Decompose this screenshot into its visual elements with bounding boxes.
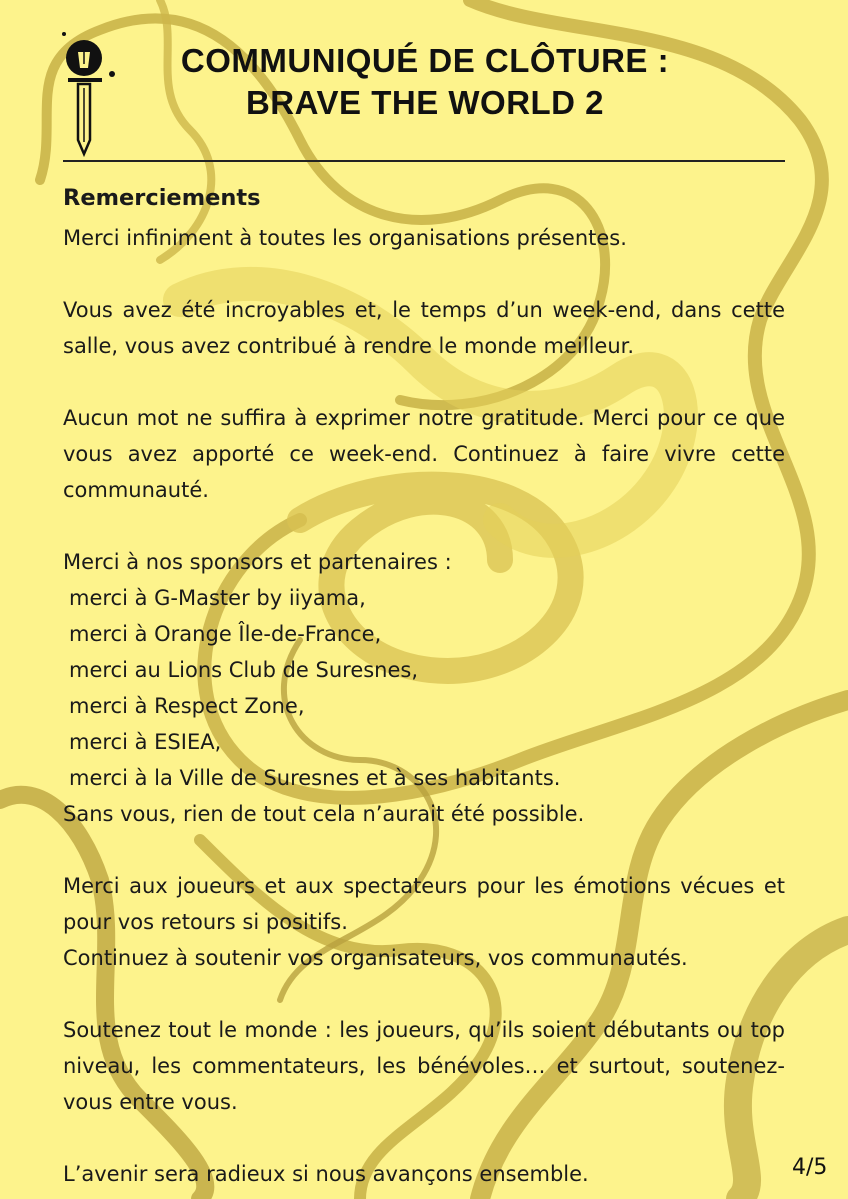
paragraph-future: L’avenir sera radieux si nous avançons ensemble. <box>63 1162 589 1186</box>
sponsor-item: merci à G-Master by iiyama, <box>69 586 366 610</box>
sponsor-item: merci à Orange Île-de-France, <box>69 622 382 646</box>
sword-pen-icon <box>56 30 120 160</box>
sponsor-item: merci à ESIEA, <box>69 730 222 754</box>
paragraph-support: Soutenez tout le monde : les joueurs, qu’ils soient débutants ou top niveau, les commentateurs, les bénévoles… et surtout, soutenez-vous entre vous. <box>63 1018 785 1114</box>
title-line-1: COMMUNIQUÉ DE CLÔTURE : <box>180 42 670 79</box>
section-heading: Remerciements <box>63 185 261 211</box>
page-number: 4/5 <box>792 1155 828 1180</box>
document-body <box>63 180 785 1192</box>
sponsor-item: merci au Lions Club de Suresnes, <box>69 658 419 682</box>
page-title <box>120 40 730 124</box>
paragraph-organisations: Merci infiniment à toutes les organisations présentes. <box>63 226 627 250</box>
sponsor-item: merci à la Ville de Suresnes et à ses habitants. <box>69 766 561 790</box>
title-divider <box>63 160 785 162</box>
sponsors-outro: Sans vous, rien de tout cela n’aurait été possible. <box>63 802 585 826</box>
paragraph-sponsors <box>63 544 785 832</box>
paragraph-incredible: Vous avez été incroyables et, le temps d’un week-end, dans cette salle, vous avez contribué à rendre le monde meilleur. <box>63 298 785 358</box>
players-line-1: Merci aux joueurs et aux spectateurs pour les émotions vécues et pour vos retours si positifs. <box>63 874 785 934</box>
title-line-2: BRAVE THE WORLD 2 <box>245 84 605 121</box>
sponsor-item: merci à Respect Zone, <box>69 694 305 718</box>
sponsors-intro: Merci à nos sponsors et partenaires : <box>63 550 452 574</box>
paragraph-gratitude: Aucun mot ne suffira à exprimer notre gratitude. Merci pour ce que vous avez apporté ce week-end. Continuez à faire vivre cette communauté. <box>63 406 785 502</box>
players-line-2: Continuez à soutenir vos organisateurs, vos communautés. <box>63 946 688 970</box>
paragraph-players <box>63 868 785 976</box>
